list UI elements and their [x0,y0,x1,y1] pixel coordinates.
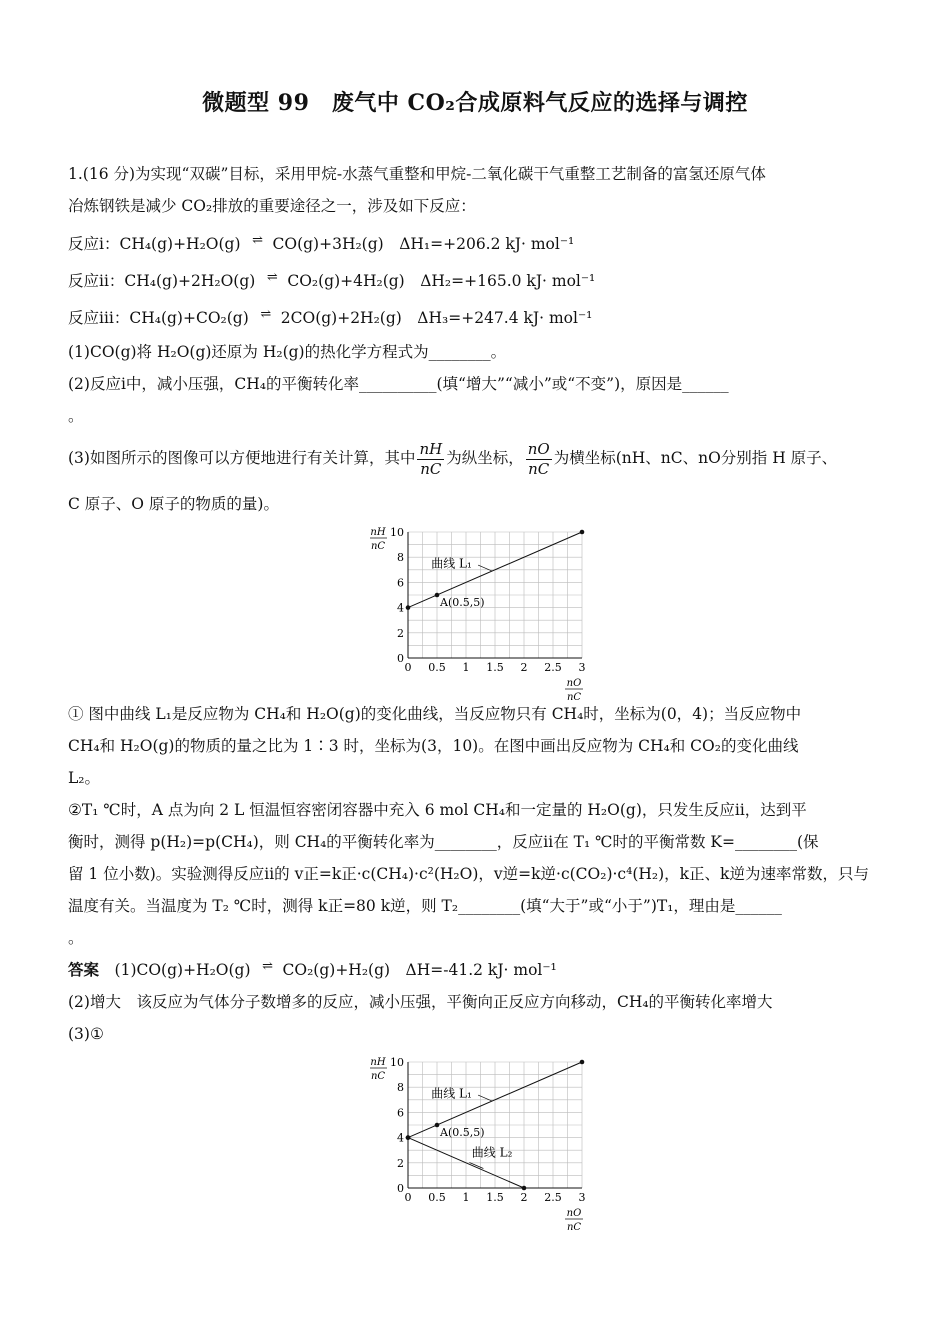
y-tick-label: 10 [390,526,404,539]
x-label-numerator: nO [566,1208,582,1219]
answer-3: (3)① [68,1025,104,1043]
x-label-numerator: nO [566,678,582,689]
answer-1-right: CO₂(g)+H₂(g) ΔH=-41.2 kJ· mol⁻¹ [282,961,557,979]
series-label: 曲线 L₂ [471,1145,513,1160]
y-label-numerator: nH [370,527,386,538]
y-tick-label: 0 [397,1182,404,1195]
point-a-label: A(0.5,5) [440,596,485,609]
x-tick-label: 0.5 [428,1191,446,1204]
series-point [406,605,411,610]
part-3-text-b: 为纵坐标， [446,449,524,467]
part-3-intro-cont: C 原子、O 原子的物质的量)。 [68,495,279,513]
equilibrium-arrow-icon: ⇌ [260,307,270,322]
x-tick-label: 2.5 [544,661,562,674]
fraction-numerator: nH [419,439,443,458]
answer-tag: 答案 [68,960,100,979]
q1-intro-line1: 1.(16 分)为实现“双碳”目标，采用甲烷-水蒸气重整和甲烷-二氧化碳干气重整工艺制备的富氢还原气体 [68,165,766,183]
series-label: 曲线 L₁ [431,556,472,571]
reaction-3-left: 反应ⅲ：CH₄(g)+CO₂(g) [68,309,249,327]
y-tick-label: 8 [397,1081,404,1095]
x-label-denominator: nC [566,692,582,703]
y-tick-label: 6 [397,576,404,590]
sub-2-line5: 。 [68,929,84,947]
y-label-denominator: nC [370,1071,386,1082]
sub-2-line1: ②T₁ ℃时，A 点为向 2 L 恒温恒容密闭容器中充入 6 mol CH₄和一定量的 H₂O(g)，只发生反应ⅱ，达到平 [68,801,807,819]
reaction-1-right: CO(g)+3H₂(g) ΔH₁=+206.2 kJ· mol⁻¹ [272,235,575,253]
sub-1-line3: L₂。 [68,769,101,787]
page-title: 微题型 99 废气中 CO₂合成原料气反应的选择与调控 [202,90,748,116]
x-tick-label: 2 [520,1191,528,1204]
y-tick-label: 2 [397,626,404,640]
reaction-3 [68,308,888,330]
part-1: (1)CO(g)将 H₂O(g)还原为 H₂(g)的热化学方程式为________。 [68,343,507,361]
part-3-intro [68,438,888,479]
y-tick-label: 6 [397,1106,404,1120]
x-tick-label: 0.5 [428,661,446,674]
answer-1-left: (1)CO(g)+H₂O(g) [114,961,251,979]
equilibrium-arrow-icon: ⇌ [262,959,271,974]
y-tick-label: 8 [397,551,404,565]
y-tick-label: 10 [390,1056,404,1069]
reaction-2-right: CO₂(g)+4H₂(g) ΔH₂=+165.0 kJ· mol⁻¹ [287,272,596,290]
point-a-label: A(0.5,5) [440,1126,485,1139]
fraction-numerator: nO [527,439,550,458]
chart-answer [360,1050,600,1233]
fraction-nh-nc [417,440,444,479]
x-tick-label: 0 [404,1191,412,1204]
q1-intro-line2: 冶炼钢铁是减少 CO₂排放的重要途径之一，涉及如下反应： [68,197,476,215]
fraction-denominator: nC [528,459,550,478]
answer-1 [68,960,888,982]
x-tick-label: 1 [462,1191,470,1204]
reaction-3-right: 2CO(g)+2H₂(g) ΔH₃=+247.4 kJ· mol⁻¹ [280,309,593,327]
reaction-1 [68,234,888,256]
y-label-numerator: nH [370,1057,386,1068]
x-label-denominator: nC [566,1222,582,1233]
y-tick-label: 2 [397,1156,404,1170]
y-tick-label: 4 [397,1131,404,1145]
reaction-2 [68,271,888,293]
fraction-denominator: nC [420,459,442,478]
part-3-text-a: (3)如图所示的图像可以方便地进行有关计算，其中 [68,449,416,467]
reaction-1-left: 反应ⅰ：CH₄(g)+H₂O(g) [68,235,241,253]
y-tick-label: 4 [397,601,404,615]
x-tick-label: 1.5 [486,661,504,674]
x-tick-label: 2.5 [544,1191,562,1204]
sub-2-line3: 留 1 位小数)。实验测得反应ⅱ的 v正=k正·c(CH₄)·c²(H₂O)，v逆=k逆·c(CO₂)·c⁴(H₂)，k正、k逆为速率常数，只与 [68,865,869,883]
sub-2-line2: 衡时，测得 p(H₂)=p(CH₄)，则 CH₄的平衡转化率为________，反应ⅱ在 T₁ ℃时的平衡常数 K=________(保 [68,833,819,851]
x-tick-label: 1 [462,661,470,674]
series-point [580,1060,585,1065]
equilibrium-arrow-icon: ⇌ [252,233,261,248]
y-label-denominator: nC [370,541,386,552]
reaction-2-left: 反应ⅱ：CH₄(g)+2H₂O(g) [68,272,256,290]
x-tick-label: 0 [404,661,412,674]
x-tick-label: 1.5 [486,1191,504,1204]
y-tick-label: 0 [397,652,404,665]
x-tick-label: 3 [578,661,586,674]
series-point [580,530,585,535]
series-point [522,1186,527,1191]
sub-1-line1: ① 图中曲线 L₁是反应物为 CH₄和 H₂O(g)的变化曲线，当反应物只有 CH₄时，坐标为(0，4)；当反应物中 [68,705,802,723]
x-tick-label: 2 [520,661,528,674]
point-a [435,593,440,598]
equilibrium-arrow-icon: ⇌ [266,270,276,285]
part-2: (2)反应ⅰ中，减小压强，CH₄的平衡转化率__________(填“增大”“减小”或“不变”)，原因是______ [68,375,729,393]
part-3-text-c: 为横坐标(nH、nC、nO分别指 H 原子、 [553,449,838,467]
part-2-end: 。 [68,407,84,425]
x-tick-label: 3 [578,1191,586,1204]
chart-question [360,520,600,703]
point-a [435,1123,440,1128]
series-point [406,1135,411,1140]
sub-1-line2: CH₄和 H₂O(g)的物质的量之比为 1∶3 时，坐标为(3，10)。在图中画出反应物为 CH₄和 CO₂的变化曲线 [68,737,799,755]
fraction-no-nc [526,440,552,479]
answer-2: (2)增大 该反应为气体分子数增多的反应，减小压强，平衡向正反应方向移动，CH₄的平衡转化率增大 [68,993,773,1011]
sub-2-line4: 温度有关。当温度为 T₂ ℃时，测得 k正=80 k逆，则 T₂________(填“大于”或“小于”)T₁，理由是______ [68,897,782,915]
series-label: 曲线 L₁ [431,1086,472,1101]
